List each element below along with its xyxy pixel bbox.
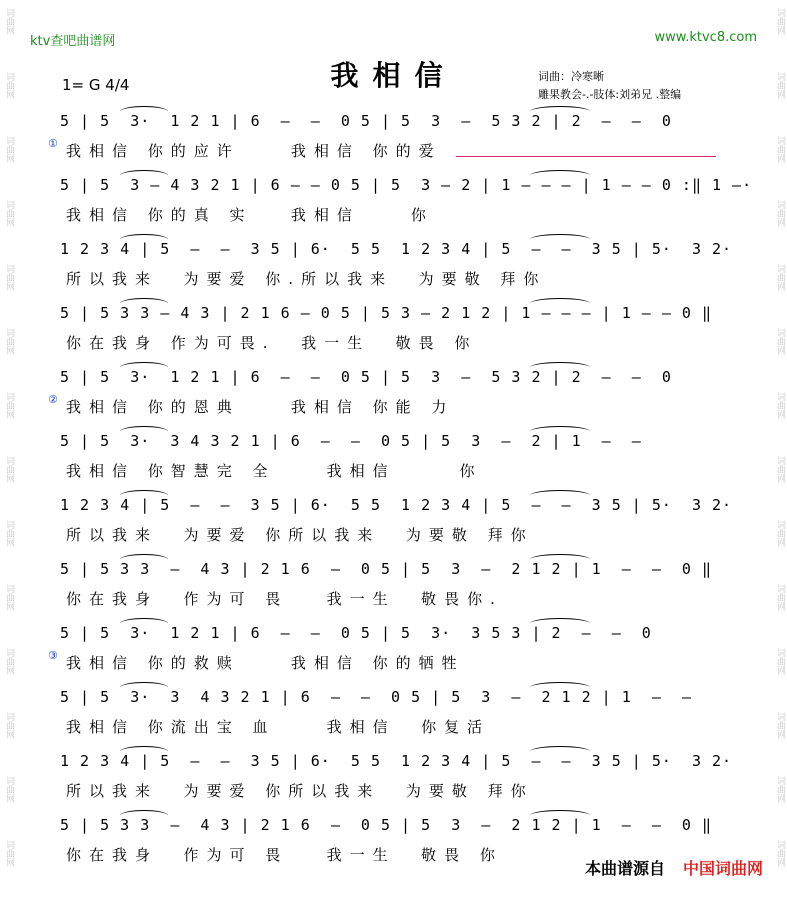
margin-watermark-text: 词曲网 — [4, 8, 14, 35]
score-line — [48, 624, 730, 688]
margin-watermark-text: 词曲网 — [775, 584, 785, 611]
lyric-line: 所以我来 为要爱 你.所以我来 为要敬 拜你 — [66, 270, 547, 288]
margin-watermark-text: 词曲网 — [4, 776, 14, 803]
slur-mark — [120, 234, 168, 245]
slur-mark — [120, 490, 168, 501]
margin-watermark-text: 词曲网 — [775, 712, 785, 739]
slur-mark — [530, 234, 590, 245]
slur-mark — [120, 746, 168, 757]
notation-line: 5 | 5 3· 3 4 3 2 1 | 6 — — 0 5 | 5 3 — 2 1 2 | 1 — — — [60, 688, 692, 706]
lyric-line: 我相信 你的恩典 我相信 你能 力 — [66, 398, 455, 416]
margin-watermark-text: 词曲网 — [775, 776, 785, 803]
margin-watermark-text: 词曲网 — [775, 456, 785, 483]
slur-mark — [120, 810, 168, 821]
margin-watermark-text: 词曲网 — [775, 200, 785, 227]
score-line — [60, 496, 733, 560]
verse-marker: ① — [48, 137, 58, 150]
footer-source — [585, 856, 763, 879]
margin-watermark-text: 词曲网 — [4, 712, 14, 739]
lyric-line: 你在我身 作为可畏. 我一生 敬畏 你 — [66, 334, 478, 352]
slur-mark — [530, 746, 590, 757]
song-title: 我相信 — [330, 59, 457, 92]
notation-line: 5 | 5 3 3 — 4 3 | 2 1 6 — 0 5 | 5 3 — 2 1 2 | 1 — — — | 1 — — 0 ‖ — [60, 304, 712, 322]
credit-arranger: 雕果教会-.-肢体:刘弟兄 .整编 — [538, 88, 682, 101]
right-margin-watermark — [771, 0, 787, 907]
site-name-left[interactable]: ktv查吧曲谱网 — [30, 34, 116, 49]
notation-line: 5 | 5 3· 1 2 1 | 6 — — 0 5 | 5 3 — 5 3 2 | 2 — — 0 — [60, 112, 672, 130]
lyric-line: 所以我来 为要爱 你所以我来 为要敬 拜你 — [66, 526, 534, 544]
margin-watermark-text: 词曲网 — [775, 328, 785, 355]
margin-watermark-text: 词曲网 — [775, 264, 785, 291]
slur-mark — [530, 170, 590, 181]
slur-mark — [530, 618, 590, 629]
slur-mark — [120, 554, 168, 565]
key-signature: 1= G 4/4 — [62, 76, 130, 94]
lyric-line: 我相信 你流出宝 血 我相信 你复活 — [66, 718, 491, 736]
slur-mark — [120, 298, 168, 309]
slur-mark — [120, 106, 168, 117]
slur-mark — [120, 682, 168, 693]
slur-mark — [530, 298, 590, 309]
margin-watermark-text: 词曲网 — [4, 136, 14, 163]
notation-line: 5 | 5 3· 1 2 1 | 6 — — 0 5 | 5 3· 3 5 3 | 2 — — 0 — [60, 624, 652, 642]
notation-line: 5 | 5 3· 3 4 3 2 1 | 6 — — 0 5 | 5 3 — 2 | 1 — — — [60, 432, 642, 450]
slur-mark — [120, 618, 168, 629]
slur-mark — [530, 682, 590, 693]
notation-line: 5 | 5 3 3 — 4 3 | 2 1 6 — 0 5 | 5 3 — 2 1 2 | 1 — — 0 ‖ — [60, 560, 712, 578]
credit-composer: 词曲：冷寒晰 — [538, 70, 604, 83]
site-url-right[interactable]: www.ktvc8.com — [654, 30, 757, 45]
slur-mark — [530, 490, 590, 501]
margin-watermark-text: 词曲网 — [4, 840, 14, 867]
margin-watermark-text: 词曲网 — [4, 648, 14, 675]
footer-source-label: 本曲谱源自 — [584, 859, 665, 878]
footer-source-site[interactable]: 中国词曲网 — [682, 859, 763, 878]
margin-watermark-text: 词曲网 — [4, 520, 14, 547]
score-line — [60, 304, 730, 368]
slur-mark — [530, 554, 590, 565]
slur-mark — [530, 106, 590, 117]
notation-line: 1 2 3 4 | 5 — — 3 5 | 6· 5 5 1 2 3 4 | 5 — — 3 5 | 5· 3 2· — [60, 752, 733, 770]
lyric-line: 我相信 你智慧完 全 我相信 你 — [66, 462, 483, 480]
score-line — [48, 368, 730, 432]
repeat-bracket — [456, 156, 716, 167]
margin-watermark-text: 词曲网 — [775, 8, 785, 35]
margin-watermark-text: 词曲网 — [4, 264, 14, 291]
margin-watermark-text: 词曲网 — [4, 328, 14, 355]
notation-line: 5 | 5 3 3 — 4 3 | 2 1 6 — 0 5 | 5 3 — 2 1 2 | 1 — — 0 ‖ — [60, 816, 712, 834]
margin-watermark-text: 词曲网 — [775, 648, 785, 675]
score-line — [60, 688, 730, 752]
margin-watermark-text: 词曲网 — [4, 456, 14, 483]
margin-watermark-text: 词曲网 — [4, 584, 14, 611]
lyric-line: 所以我来 为要爱 你所以我来 为要敬 拜你 — [66, 782, 534, 800]
margin-watermark-text: 词曲网 — [775, 392, 785, 419]
score-line — [60, 176, 753, 240]
score-line — [60, 560, 730, 624]
slur-mark — [120, 426, 168, 437]
slur-mark — [530, 362, 590, 373]
notation-line: 1 2 3 4 | 5 — — 3 5 | 6· 5 5 1 2 3 4 | 5 — — 3 5 | 5· 3 2· — [60, 240, 733, 258]
margin-watermark-text: 词曲网 — [4, 72, 14, 99]
score-line — [60, 752, 733, 816]
verse-marker: ③ — [48, 649, 58, 662]
verse-marker: ② — [48, 393, 58, 406]
notation-line: 5 | 5 3· 1 2 1 | 6 — — 0 5 | 5 3 — 5 3 2 | 2 — — 0 — [60, 368, 672, 386]
slur-mark — [120, 362, 168, 373]
left-margin-watermark — [0, 0, 16, 907]
margin-watermark-text: 词曲网 — [775, 136, 785, 163]
lyric-line: 我相信 你的应许 我相信 你的爱 — [66, 142, 442, 160]
margin-watermark-text: 词曲网 — [775, 72, 785, 99]
margin-watermark-text: 词曲网 — [4, 200, 14, 227]
lyric-line: 你在我身 作为可 畏 我一生 敬畏你. — [66, 590, 503, 608]
score-line — [48, 112, 730, 176]
slur-mark — [530, 810, 590, 821]
score-line — [60, 432, 730, 496]
lyric-line: 我相信 你的真 实 我相信 你 — [66, 206, 434, 224]
margin-watermark-text: 词曲网 — [775, 840, 785, 867]
slur-mark — [120, 170, 168, 181]
score-line — [60, 240, 733, 304]
notation-line: 1 2 3 4 | 5 — — 3 5 | 6· 5 5 1 2 3 4 | 5 — — 3 5 | 5· 3 2· — [60, 496, 733, 514]
lyric-line: 我相信 你的救赎 我相信 你的牺牲 — [66, 654, 465, 672]
notation-line: 5 | 5 3 — 4 3 2 1 | 6 — — 0 5 | 5 3 — 2 | 1 — — — | 1 — — 0 :‖ 1 —· — [60, 176, 753, 194]
lyric-line: 你在我身 作为可 畏 我一生 敬畏 你 — [66, 846, 503, 864]
slur-mark — [530, 426, 590, 437]
margin-watermark-text: 词曲网 — [775, 520, 785, 547]
margin-watermark-text: 词曲网 — [4, 392, 14, 419]
